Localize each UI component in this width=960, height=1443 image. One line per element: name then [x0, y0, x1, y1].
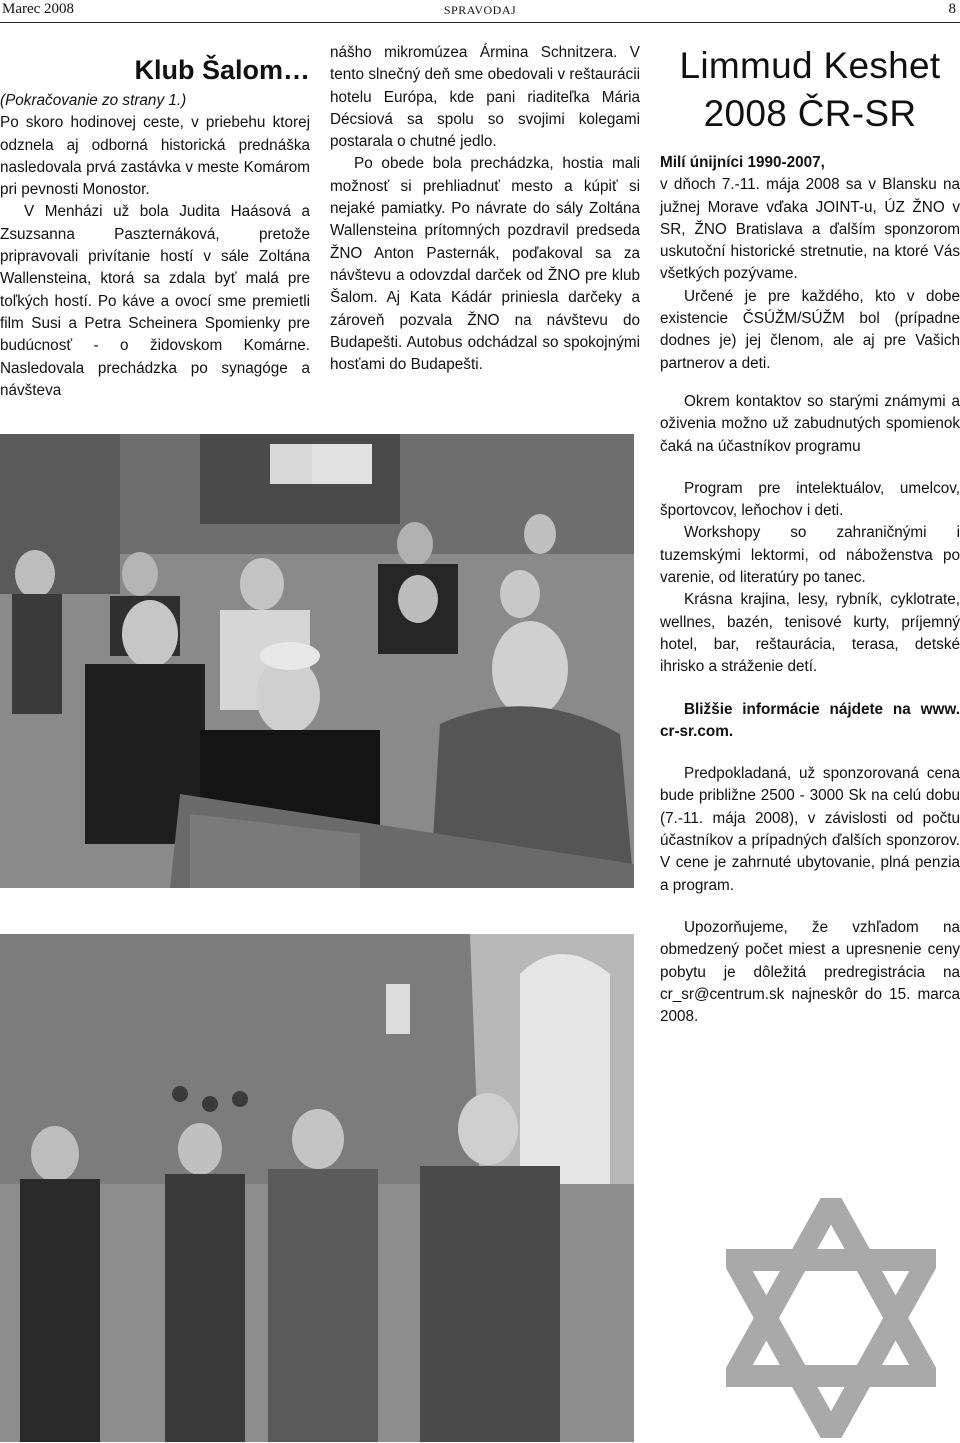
star-of-david-icon [726, 1198, 936, 1438]
greeting: Milí únijníci 1990-2007, [660, 154, 825, 171]
publication-name: SPRAVODAJ [443, 3, 517, 17]
article-paragraph: Po skoro hodinovej ceste, v priebehu ktorej odznela aj odborná historická prednáška nasledovala prvá zastávka v meste Komárom pri pevnosti Monostor. [0, 114, 310, 199]
limmud-title-line2: 2008 ČR-SR [703, 93, 917, 134]
limmud-title-line1: Limmud Keshet [679, 45, 941, 86]
info-link-paragraph: Bližšie informácie nájdete na www. cr-sr.com. [660, 700, 960, 740]
issue-date: Marec 2008 [2, 1, 75, 17]
page-number: 8 [948, 1, 956, 17]
klub-salom-column-2 [330, 42, 640, 376]
article-paragraph: nášho mikromúzea Ármina Schnitzera. V tento slnečný deň sme obedovali v reštaurácii hotelu Európa, kde pani riaditeľka Mária Décsiová sa spolu so svojimi kolegami postarala o chutné jedlo. [330, 44, 640, 151]
article-paragraph: Workshopy so zahraničnými i tuzemskými lektormi, od náboženstva po varenie, od literatúry po tanec. [660, 524, 960, 587]
article-paragraph: Po obede bola prechádzka, hostia mali možnosť si prehliadnuť mesto a kúpiť si nejaké pamiatky. Po návrate do sály Zoltána Wallensteina prítomných pozdravil predseda ŽNO Anton Pasternák, poďakoval sa za návštevu a odovzdal darček od ŽNO pre klub Šalom. Aj Kata Kádár priniesla darčeky a zároveň pozvala ŽNO na návštevu do Budapešti. Autobus odchádzal so spokojnými hosťami do Budapešti. [330, 155, 640, 374]
article-paragraph: v dňoch 7.-11. mája 2008 sa v Blansku na južnej Morave vďaka JOINT-u, ÚZ ŽNO v SR, ŽNO Bratislava a ďalším sponzorom uskutoční historické stretnutie, na ktoré Vás všetkých pozývame. [660, 176, 960, 283]
fortress-group-photo [0, 934, 634, 1442]
synagogue-group-photo [0, 434, 634, 888]
article-paragraph: Predpokladaná, už sponzorovaná cena bude približne 2500 - 3000 Sk na celú dobu (7.-11. mája 2008), v závislosti od počtu účastníkov a prípadných ďalších sponzorov. V cene je zahrnuté ubytovanie, plná penzia a program. [660, 765, 960, 894]
registration-paragraph: Upozorňujeme, že vzhľadom na obmedzený počet miest a upresnenie ceny pobytu je dôležitá predregistrácia na cr_sr@centrum.sk najneskôr do 15. marca 2008. [660, 918, 960, 1026]
article-paragraph: Krásna krajina, lesy, rybník, cyklotrate, wellnes, bazén, tenisové kurty, príjemný hotel, bar, reštaurácia, terasa, detské ihrisko a stráženie detí. [660, 591, 960, 676]
article-paragraph: Program pre intelektuálov, umelcov, športovcov, leňochov i deti. [660, 479, 960, 520]
article-paragraph: Okrem kontaktov so starými známymi a oživenia možno už zabudnutých spomienok čaká na účastníkov programu [660, 392, 960, 455]
page-header [0, 0, 960, 23]
klub-salom-column-1 [0, 52, 310, 402]
limmud-title [660, 42, 960, 138]
continuation-note: (Pokračovanie zo strany 1.) [0, 92, 187, 109]
article-title: Klub Šalom… [134, 55, 310, 85]
article-paragraph: V Menházi už bola Judita Haásová a Zsuzsanna Paszternáková, pretože pripravovali privítanie hostí v sále Zoltána Wallensteina, ktorá sa zdala byť malá pre toľkých hostí. Po káve a ovocí sme premietli film Susi a Petra Scheinera Spomienky pre budúcnosť - o židovskom Komárne. Nasledovala prechádzka po synagóge a návšteva [0, 203, 310, 399]
limmud-keshet-column [660, 42, 960, 1028]
article-paragraph: Určené je pre každého, kto v dobe existencie ČSÚŽM/SÚŽM bol (prípadne dodnes je) jej členom, ale aj pre Vašich partnerov a deti. [660, 287, 960, 372]
